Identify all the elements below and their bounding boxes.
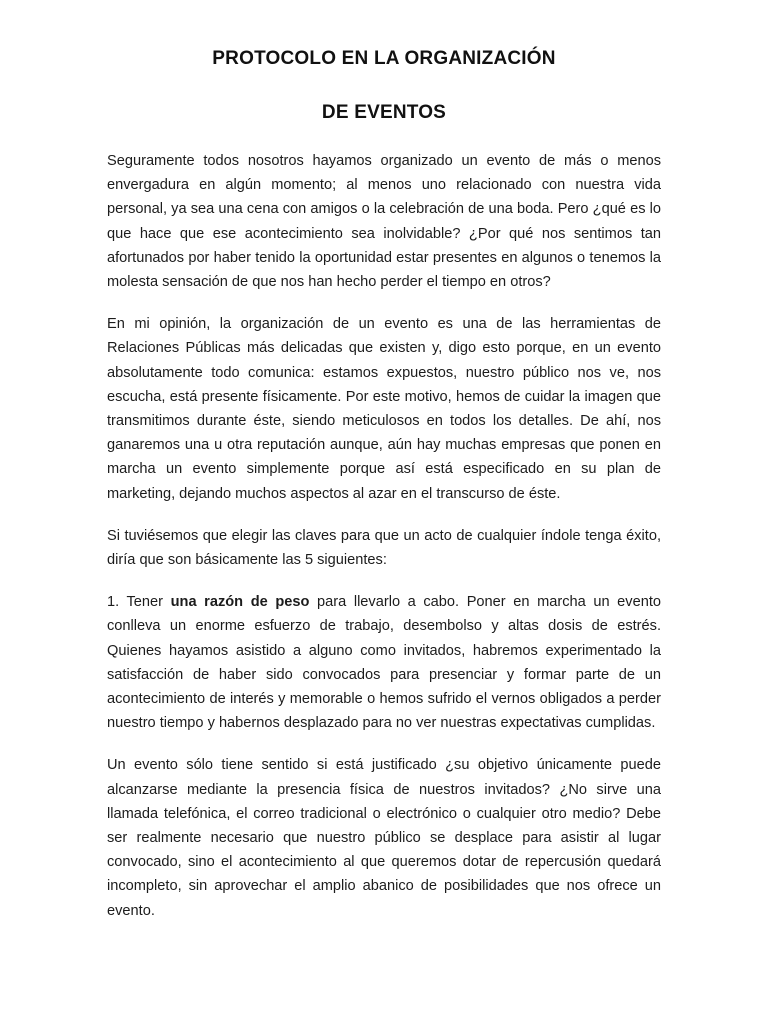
document-body (107, 149, 661, 941)
point-1-bold: una razón de peso (170, 594, 310, 611)
document-title-line-1: PROTOCOLO EN LA ORGANIZACIÓN (212, 48, 556, 69)
paragraph-keys: Si tuviésemos que elegir las claves para que un acto de cualquier índole tenga éxito, diría que son básicamente las 5 siguientes: (107, 527, 661, 569)
point-1-suffix: para llevarlo a cabo. Poner en marcha un evento conlleva un enorme esfuerzo de trabajo, desembolso y altas dosis de estrés. Quienes hayamos asistido a alguno como invitados, habremos experimentado la satisfacción de haber sido convocados para presenciar y formar parte de un acontecimiento de interés y memorable o hemos sufrido el vernos obligados a perder nuestro tiempo y habernos desplazado para no ver nuestras expectativas cumplidas. (107, 594, 661, 732)
point-1-prefix: 1. Tener (107, 594, 171, 611)
document-title-line-2: DE EVENTOS (321, 102, 447, 123)
paragraph-point-1 (107, 590, 661, 735)
paragraph-opinion: En mi opinión, la organización de un evento es una de las herramientas de Relaciones Públicas más delicadas que existen y, digo esto porque, en un evento absolutamente todo comunica: estamos expuestos, nuestro público nos ve, nos escucha, está presente físicamente. Por este motivo, hemos de cuidar la imagen que transmitimos durante éste, siendo meticulosos en todos los detalles. De ahí, nos ganaremos una u otra reputación aunque, aún hay muchas empresas que ponen en marcha un evento simplemente porque así está especificado en su plan de marketing, dejando muchos aspectos al azar en el transcurso de éste. (107, 316, 661, 502)
paragraph-intro: Seguramente todos nosotros hayamos organizado un evento de más o menos envergadura en algún momento; al menos uno relacionado con nuestra vida personal, ya sea una cena con amigos o la celebración de una boda. Pero ¿qué es lo que hace que ese acontecimiento sea inolvidable? ¿Por qué nos sentimos tan afortunados por haber tenido la oportunidad estar presentes en algunos o tenemos la molesta sensación de que nos han hecho perder el tiempo en otros? (107, 153, 661, 291)
paragraph-justification: Un evento sólo tiene sentido si está justificado ¿su objetivo únicamente puede alcanzarse mediante la presencia física de nuestros invitados? ¿No sirve una llamada telefónica, el correo tradicional o electrónico o cualquier otro medio? Debe ser realmente necesario que nuestro público se desplace para asistir al lugar convocado, sino el acontecimiento al que queremos dotar de repercusión quedará incompleto, sin aprovechar el amplio abanico de posibilidades que nos ofrece un evento. (107, 757, 661, 919)
